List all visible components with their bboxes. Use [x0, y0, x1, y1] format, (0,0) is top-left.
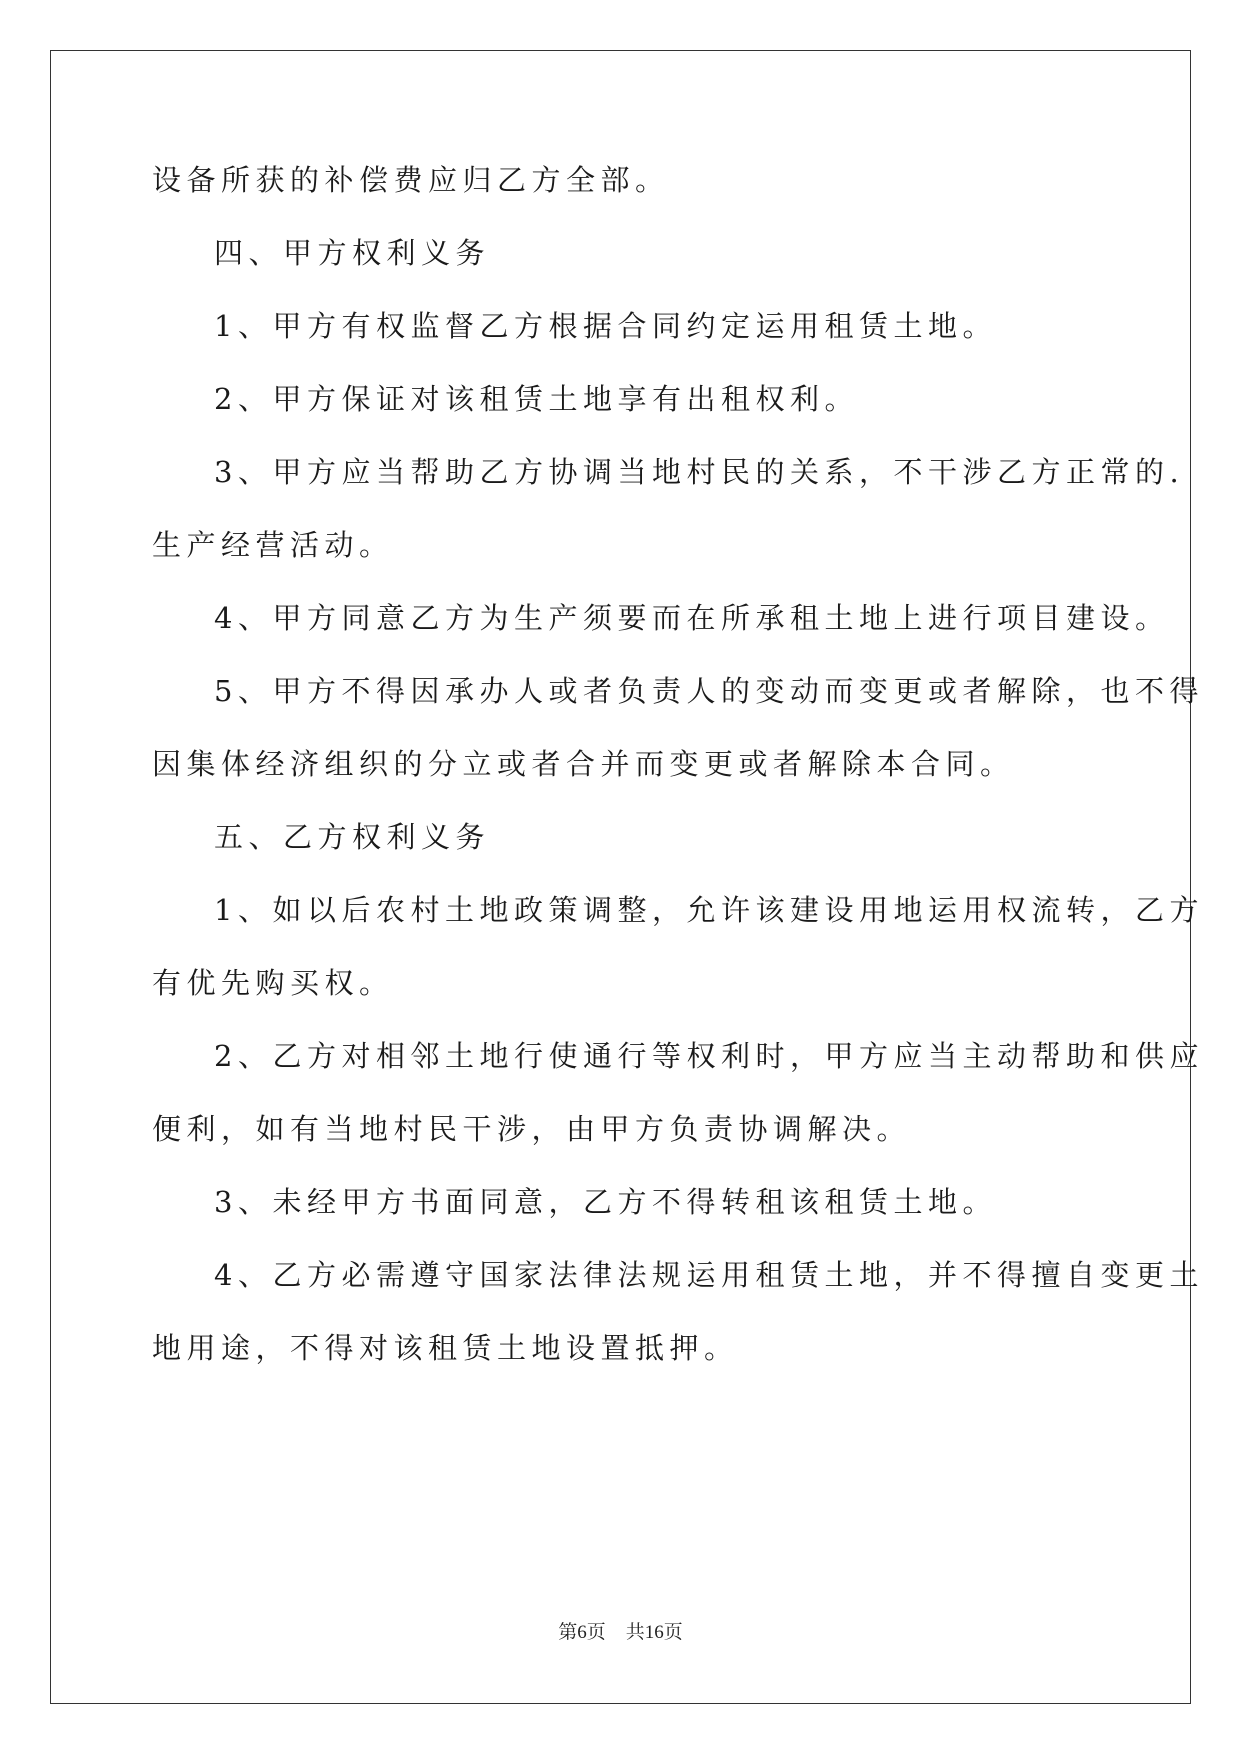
paragraph-line: 设备所获的补偿费应归乙方全部。 [152, 163, 670, 197]
paragraph-line: 2、甲方保证对该租赁土地享有出租权利。 [214, 382, 859, 416]
paragraph-line: 1、如以后农村土地政策调整，允许该建设用地运用权流转，乙方 [214, 893, 1204, 927]
total-prefix: 共 [625, 1621, 645, 1643]
paragraph-line: 生产经营活动。 [152, 528, 394, 562]
total-pages: 16 [644, 1622, 664, 1643]
paragraph-line: 地用途，不得对该租赁土地设置抵押。 [152, 1331, 739, 1365]
paragraph-line: 2、乙方对相邻土地行使通行等权利时，甲方应当主动帮助和供应 [214, 1039, 1204, 1073]
paragraph-line: 5、甲方不得因承办人或者负责人的变动而变更或者解除，也不得 [214, 674, 1204, 708]
section-heading: 四、甲方权利义务 [214, 236, 491, 270]
page-prefix: 第 [558, 1621, 578, 1643]
paragraph-line: 4、乙方必需遵守国家法律法规运用租赁土地，并不得擅自变更土 [214, 1258, 1204, 1292]
paragraph-line: 3、未经甲方书面同意，乙方不得转租该租赁土地。 [214, 1185, 997, 1219]
section-heading: 五、乙方权利义务 [214, 820, 491, 854]
total-suffix: 页 [663, 1621, 683, 1643]
paragraph-line: 因集体经济组织的分立或者合并而变更或者解除本合同。 [152, 747, 1015, 781]
page-border [50, 50, 1191, 1704]
paragraph-line: 1、甲方有权监督乙方根据合同约定运用租赁土地。 [214, 309, 997, 343]
paragraph-line: 有优先购买权。 [152, 966, 394, 1000]
paragraph-line: 便利，如有当地村民干涉，由甲方负责协调解决。 [152, 1112, 912, 1146]
paragraph-line: 3、甲方应当帮助乙方协调当地村民的关系，不干涉乙方正常的. [214, 455, 1185, 489]
page-number: 6 [577, 1622, 587, 1643]
paragraph-line: 4、甲方同意乙方为生产须要而在所承租土地上进行项目建设。 [214, 601, 1170, 635]
page-footer [0, 1620, 1241, 1645]
page-suffix: 页 [586, 1621, 606, 1643]
